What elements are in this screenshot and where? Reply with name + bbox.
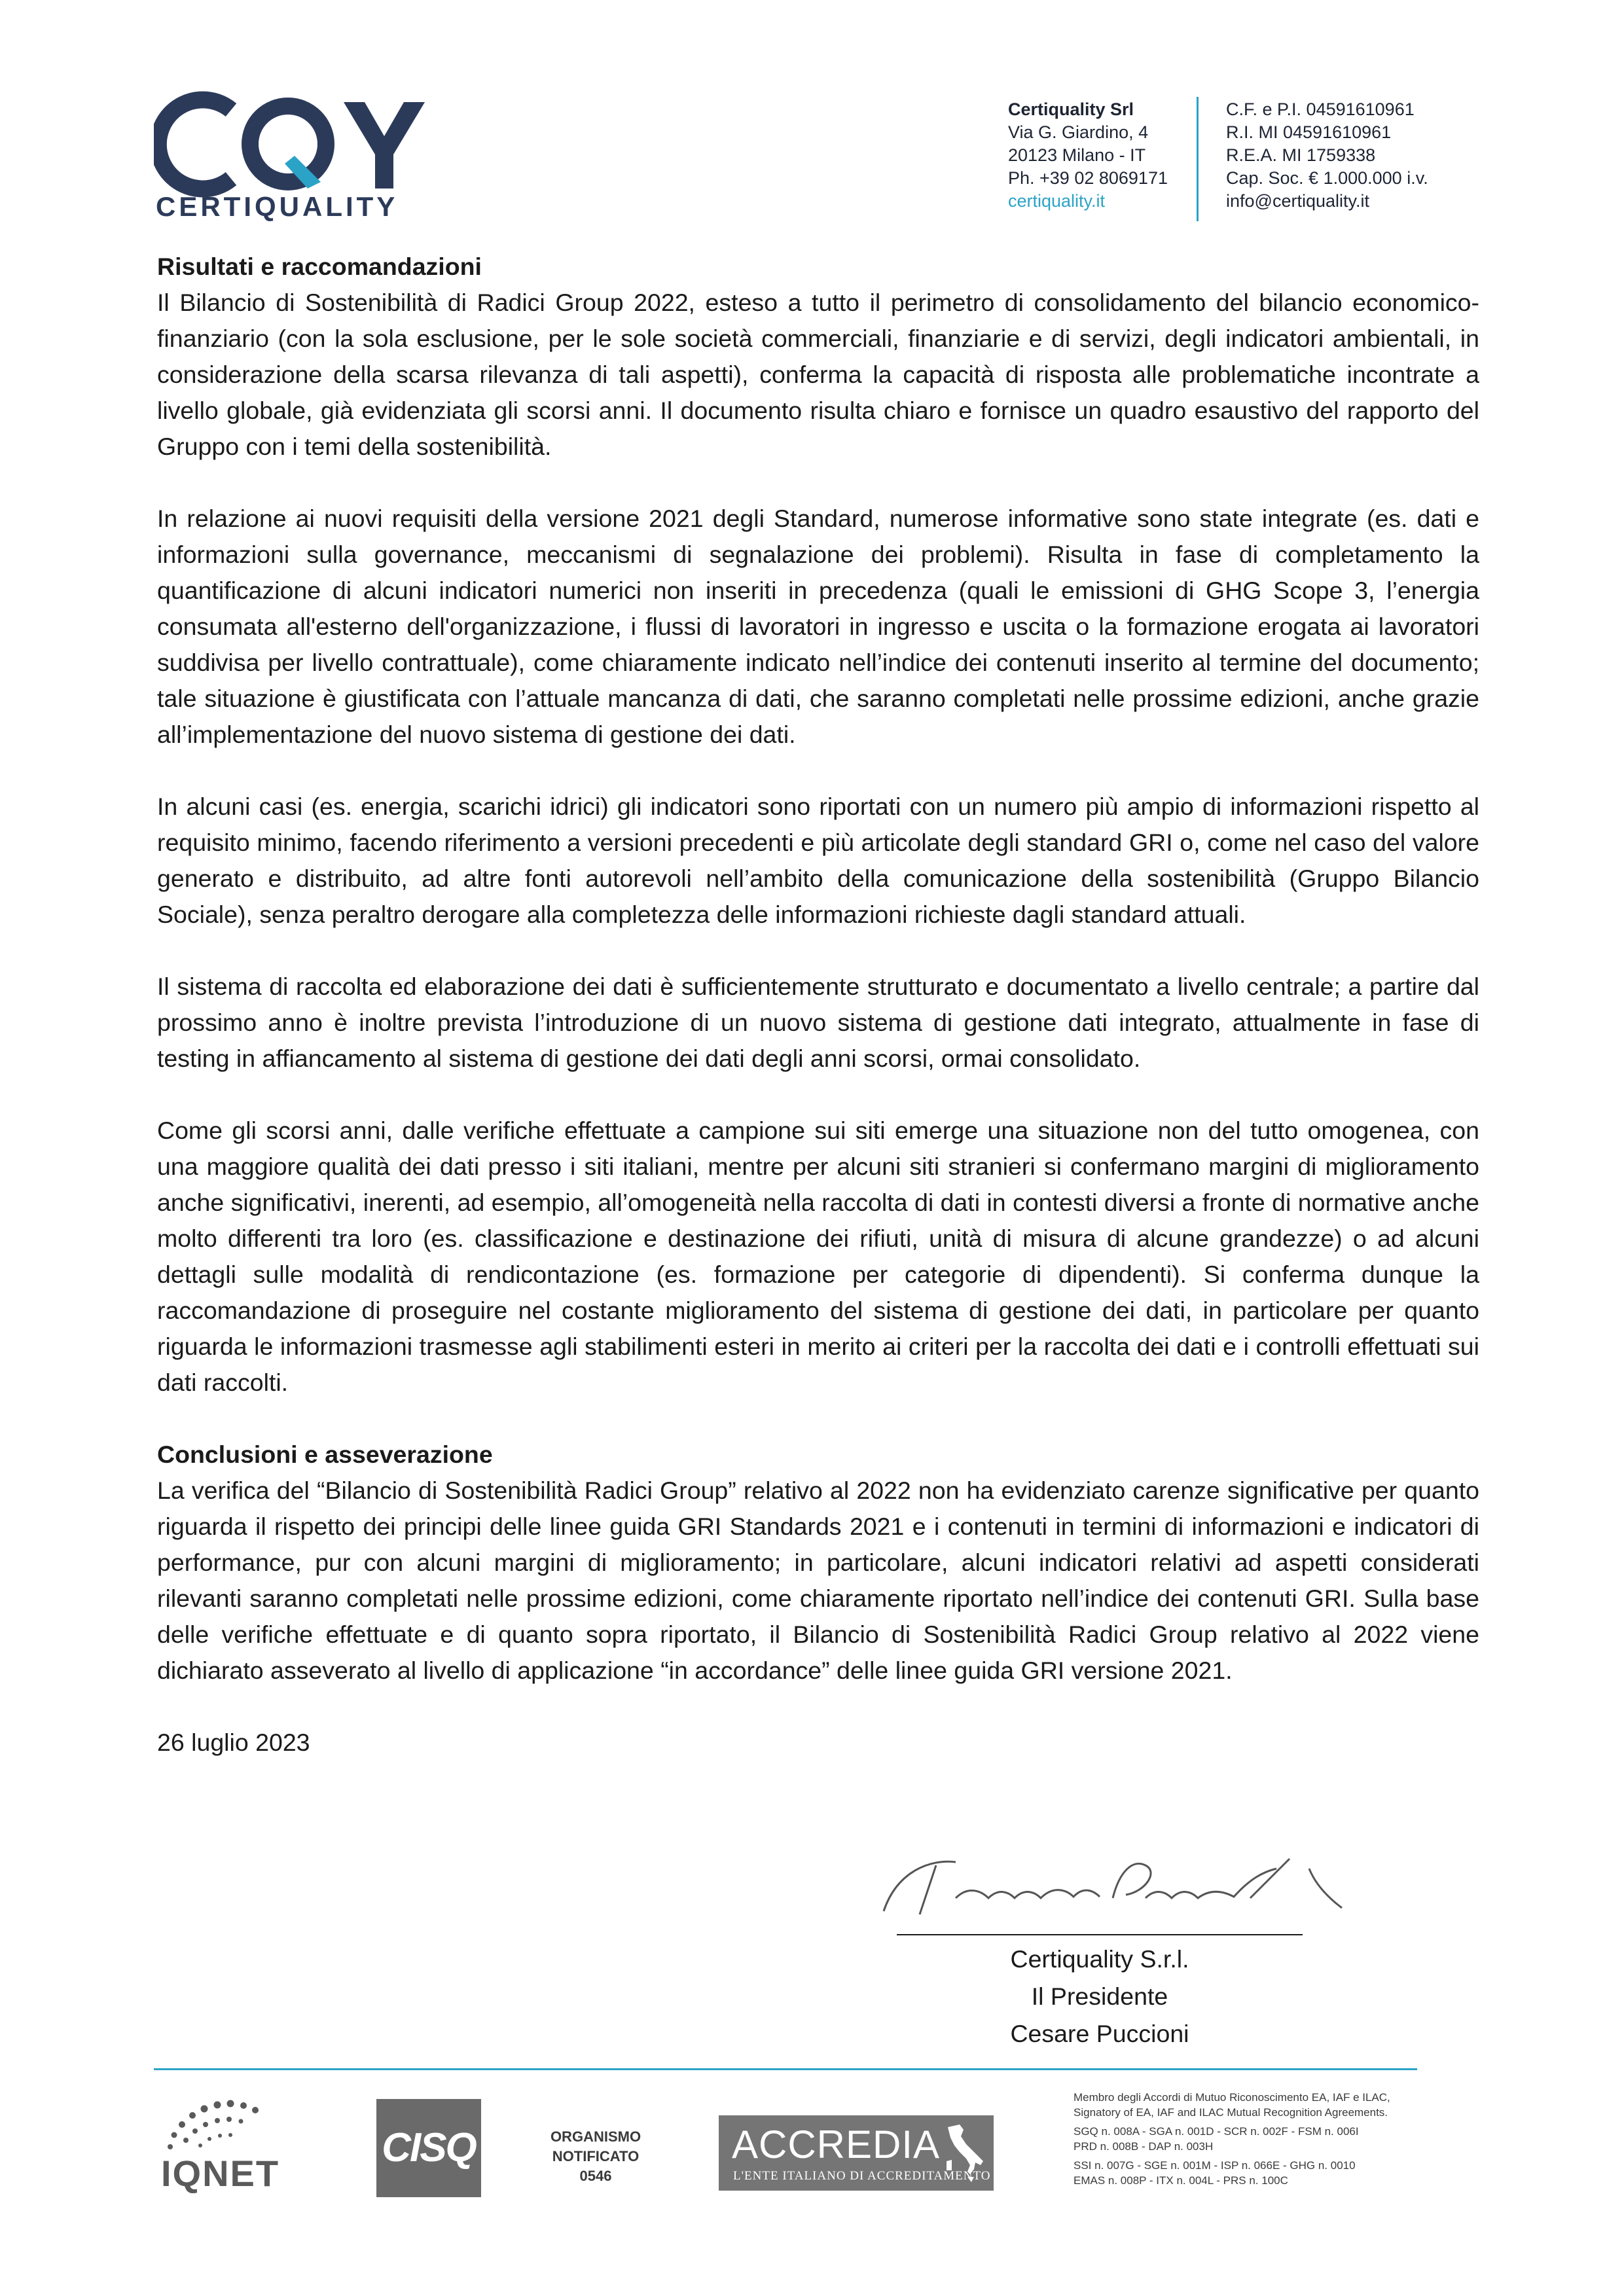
signature-line	[897, 1934, 1303, 1935]
share-capital: Cap. Soc. € 1.000.000 i.v.	[1226, 168, 1428, 188]
signatory-name: Cesare Puccioni	[1010, 2020, 1189, 2047]
results-paragraph-5: Come gli scorsi anni, dalle verifiche effettuate a campione sui siti emerge una situazione non del tutto omogenea, con una maggiore qualità dei dati presso i siti italiani, mentre per alcuni siti stranieri si confermano margini di miglioramento anche significativi, inerenti, ad esempio, all’omogeneità nella raccolta di dati in contesti diversi a fronte di normative anche molto differenti tra loro (es. classificazione e destinazione dei rifiuti, unità di misura di alcune grandezze) o ad alcuni dettagli sulle modalità di rendicontazione (es. formazione per categorie di dipendenti). Si conferma dunque la raccomandazione di proseguire nel costante miglioramento del sistema di gestione dei dati, in particolare per quanto riguarda le informazioni trasmesse agli stabilimenti esteri in merito ai criteri per la raccolta dei dati e i controlli effettuati sui dati raccolti.	[157, 1117, 1479, 1396]
company-register: R.I. MI 04591610961	[1226, 122, 1392, 142]
accreditation-notes	[1074, 2090, 1440, 2188]
organismo-line-1: ORGANISMO	[550, 2128, 641, 2145]
accredia-tagline: L'ENTE ITALIANO DI ACCREDITAMENTO	[733, 2169, 991, 2183]
conclusions-paragraph: La verifica del “Bilancio di Sostenibilità Radici Group” relativo al 2022 non ha evidenziato carenze significative per quanto riguarda il rispetto dei principi delle linee guida GRI Standards 2021 e i contenuti in termini di informazioni e indicatori di performance, pur con alcuni margini di miglioramento; in particolare, alcuni indicatori relativi ad aspetti considerati rilevanti saranno completati nelle prossime edizioni, come chiaramente riportato nell’indice dei contenuti GRI. Sulla base delle verifiche effettuate e di quanto sopra riportato, il Bilancio di Sostenibilità Radici Group relativo al 2022 viene dichiarato asseverato al livello di applicazione “in accordance” delle linee guida GRI versione 2021.	[157, 1477, 1479, 1684]
header-separator	[1197, 97, 1199, 221]
handwritten-signature	[857, 1833, 1355, 1924]
cisq-logo: CISQ	[376, 2099, 481, 2197]
company-name: Certiquality Srl	[1008, 99, 1134, 119]
note-line-2: Signatory of EA, IAF and ILAC Mutual Recognition Agreements.	[1074, 2106, 1388, 2119]
website-link[interactable]: certiquality.it	[1008, 191, 1106, 211]
results-paragraph-1: Il Bilancio di Sostenibilità di Radici Group 2022, esteso a tutto il perimetro di consolidamento del bilancio economico-finanziario (con la sola esclusione, per le sole società commerciali, finanziarie e di servizi, degli indicatori ambientali, in considerazione della scarsa rilevanza di tali aspetti), conferma la capacità di risposta alle problematiche incontrate a livello globale, già evidenziata gli scorsi anni. Il documento risulta chiaro e fornisce un quadro esaustivo del rapporto del Gruppo con i temi della sostenibilità.	[157, 289, 1479, 460]
iqnet-dots-icon	[157, 2094, 308, 2153]
organismo-number: 0546	[579, 2168, 612, 2184]
italy-map-icon	[941, 2122, 987, 2184]
address-city: 20123 Milano - IT	[1008, 145, 1146, 165]
document-body	[157, 249, 1479, 1761]
phone-number: Ph. +39 02 8069171	[1008, 168, 1168, 188]
note-line-3: SGQ n. 008A - SGA n. 001D - SCR n. 002F - FSM n. 006I	[1074, 2125, 1359, 2138]
logo-letter-q	[250, 106, 326, 182]
document-date: 26 luglio 2023	[157, 1729, 310, 1756]
address-street: Via G. Giardino, 4	[1008, 122, 1149, 142]
signatory-company: Certiquality S.r.l.	[1010, 1945, 1189, 1973]
email-address[interactable]: info@certiquality.it	[1226, 191, 1369, 211]
logo-letter-c	[158, 100, 231, 189]
iqnet-label: IQNET	[161, 2153, 280, 2194]
conclusions-heading: Conclusioni e asseverazione	[157, 1441, 493, 1468]
note-line-4: PRD n. 008B - DAP n. 003H	[1074, 2140, 1214, 2153]
note-line-6: EMAS n. 008P - ITX n. 004L - PRS n. 100C	[1074, 2174, 1288, 2187]
results-heading: Risultati e raccomandazioni	[157, 253, 482, 280]
note-line-1: Membro degli Accordi di Mutuo Riconoscimento EA, IAF e ILAC,	[1074, 2091, 1390, 2104]
rea-number: R.E.A. MI 1759338	[1226, 145, 1376, 165]
company-registry-block	[1226, 98, 1428, 213]
note-line-5: SSI n. 007G - SGE n. 001M - ISP n. 066E - GHG n. 0010	[1074, 2159, 1356, 2172]
results-paragraph-3: In alcuni casi (es. energia, scarichi idrici) gli indicatori sono riportati con un numero più ampio di informazioni rispetto al requisito minimo, facendo riferimento a versioni precedenti e più articolate degli standard GRI o, come nel caso del valore generato e distribuito, ad altre fonti autorevoli nell’ambito della comunicazione della sostenibilità (Gruppo Bilancio Sociale), senza peraltro derogare alla completezza delle informazioni richieste dagli standard attuali.	[157, 793, 1479, 928]
company-address-block	[1008, 98, 1168, 213]
organismo-line-2: NOTIFICATO	[552, 2148, 640, 2164]
notified-body-label	[530, 2127, 661, 2186]
tax-code: C.F. e P.I. 04591610961	[1226, 99, 1415, 119]
accredia-name: ACCREDIA	[732, 2123, 941, 2166]
accredia-logo	[719, 2115, 994, 2191]
signatory-block	[897, 1941, 1303, 2053]
logo-letter-y	[344, 102, 425, 188]
footer-divider	[154, 2068, 1417, 2070]
brand-wordmark: CERTIQUALITY	[156, 191, 399, 222]
iqnet-logo	[157, 2094, 308, 2199]
signatory-role: Il Presidente	[1031, 1982, 1168, 2010]
results-paragraph-4: Il sistema di raccolta ed elaborazione dei dati è sufficientemente strutturato e documentato a livello centrale; a partire dal prossimo anno è inoltre prevista l’introduzione di un nuovo sistema di gestione dati integrato, attualmente in fase di testing in affiancamento al sistema di gestione dei dati degli anni scorsi, ormai consolidato.	[157, 973, 1479, 1072]
results-paragraph-2: In relazione ai nuovi requisiti della versione 2021 degli Standard, numerose informative sono state integrate (es. dati e informazioni sulla governance, meccanismi di segnalazione dei problemi). Risulta in fase di completamento la quantificazione di alcuni indicatori numerici non inseriti in precedenza (quali le emissioni di GHG Scope 3, l’energia consumata all'esterno dell'organizzazione, i flussi di lavoratori in ingresso e uscita o la formazione erogata ai lavoratori suddivisa per livello contrattuale), come chiaramente indicato nell’indice dei contenuti inserito al termine del documento; tale situazione è giustificata con l’attuale mancanza di dati, che saranno completati nelle prossime edizioni, anche grazie all’implementazione del nuovo sistema di gestione dei dati.	[157, 505, 1479, 748]
